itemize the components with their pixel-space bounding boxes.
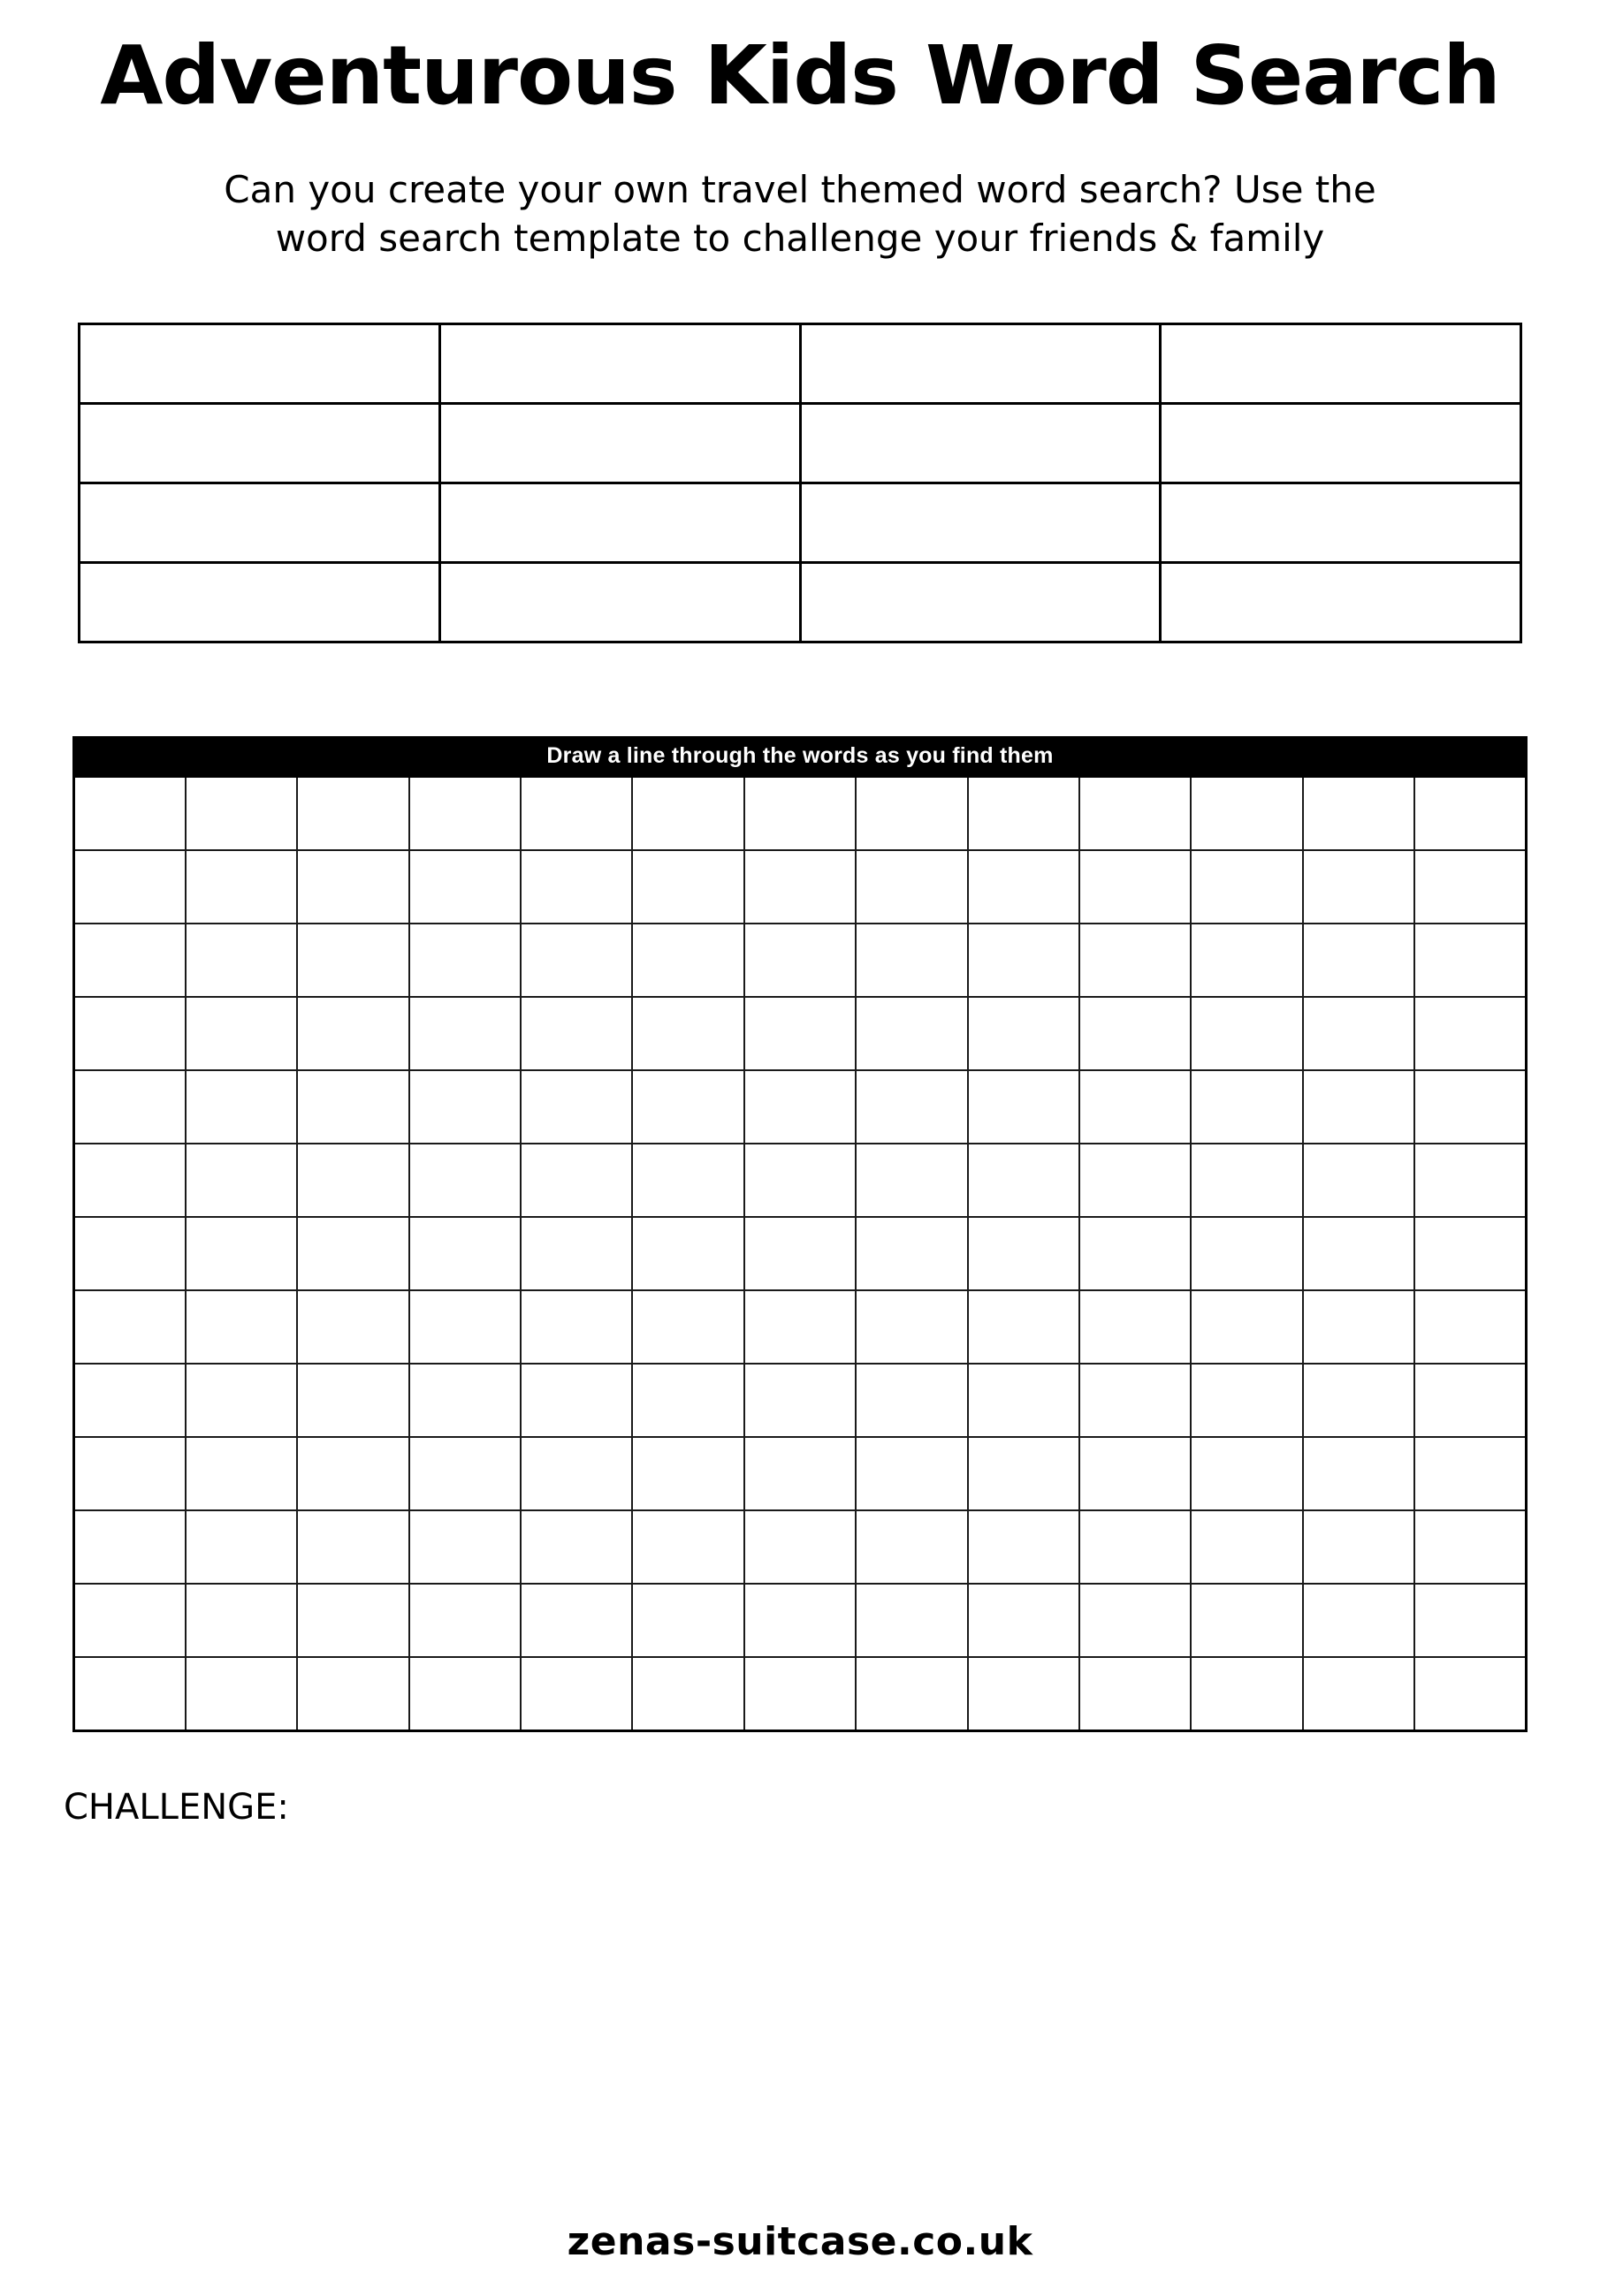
grid-cell[interactable] xyxy=(632,1584,743,1657)
word-list-cell[interactable] xyxy=(80,563,440,642)
grid-cell[interactable] xyxy=(297,1364,408,1437)
grid-cell[interactable] xyxy=(186,1657,297,1731)
grid-cell[interactable] xyxy=(1414,1584,1527,1657)
grid-cell[interactable] xyxy=(1191,1217,1302,1290)
grid-cell[interactable] xyxy=(74,1070,186,1144)
grid-cell[interactable] xyxy=(1414,997,1527,1070)
grid-cell[interactable] xyxy=(1191,1364,1302,1437)
grid-cell[interactable] xyxy=(856,924,967,997)
grid-cell[interactable] xyxy=(74,1364,186,1437)
grid-cell[interactable] xyxy=(74,850,186,924)
grid-cell[interactable] xyxy=(968,1290,1079,1364)
word-list-row xyxy=(80,483,1521,563)
grid-cell[interactable] xyxy=(744,1217,856,1290)
grid-cell[interactable] xyxy=(297,924,408,997)
grid-cell[interactable] xyxy=(297,850,408,924)
word-list-cell[interactable] xyxy=(800,404,1161,483)
grid-cell[interactable] xyxy=(856,1217,967,1290)
grid-cell[interactable] xyxy=(186,997,297,1070)
grid-row xyxy=(74,1290,1527,1364)
grid-cell[interactable] xyxy=(74,1584,186,1657)
grid-cell[interactable] xyxy=(521,1657,632,1731)
grid-cell[interactable] xyxy=(1191,850,1302,924)
grid-cell[interactable] xyxy=(968,1657,1079,1731)
word-list-cell[interactable] xyxy=(439,483,800,563)
grid-cell[interactable] xyxy=(1079,1290,1191,1364)
grid-cell[interactable] xyxy=(744,1144,856,1217)
grid-cell[interactable] xyxy=(632,1437,743,1510)
grid-cell[interactable] xyxy=(856,1584,967,1657)
grid-cell[interactable] xyxy=(521,1510,632,1584)
grid-cell[interactable] xyxy=(1079,1364,1191,1437)
grid-cell[interactable] xyxy=(856,997,967,1070)
grid-cell[interactable] xyxy=(1303,1510,1414,1584)
grid-cell[interactable] xyxy=(409,777,521,851)
grid-row xyxy=(74,1364,1527,1437)
grid-cell[interactable] xyxy=(186,1290,297,1364)
word-search-section xyxy=(72,736,1528,1732)
grid-cell[interactable] xyxy=(409,1144,521,1217)
subtitle-line-2: word search template to challenge your friends & family xyxy=(275,217,1325,261)
grid-cell[interactable] xyxy=(521,777,632,851)
grid-row xyxy=(74,924,1527,997)
grid-cell[interactable] xyxy=(297,1510,408,1584)
grid-cell[interactable] xyxy=(1414,1070,1527,1144)
grid-cell[interactable] xyxy=(968,924,1079,997)
grid-cell[interactable] xyxy=(1191,1070,1302,1144)
grid-cell[interactable] xyxy=(297,997,408,1070)
grid-cell[interactable] xyxy=(1191,1437,1302,1510)
grid-cell[interactable] xyxy=(968,1584,1079,1657)
grid-row xyxy=(74,1144,1527,1217)
word-list-cell[interactable] xyxy=(80,483,440,563)
grid-cell[interactable] xyxy=(521,1144,632,1217)
grid-cell[interactable] xyxy=(186,1364,297,1437)
grid-cell[interactable] xyxy=(1191,1657,1302,1731)
grid-cell[interactable] xyxy=(186,1070,297,1144)
grid-cell[interactable] xyxy=(744,777,856,851)
grid-cell[interactable] xyxy=(632,1217,743,1290)
grid-row xyxy=(74,777,1527,851)
grid-cell[interactable] xyxy=(856,777,967,851)
grid-cell[interactable] xyxy=(521,1070,632,1144)
word-list-row xyxy=(80,563,1521,642)
grid-cell[interactable] xyxy=(856,1437,967,1510)
word-list-cell[interactable] xyxy=(80,324,440,404)
grid-cell[interactable] xyxy=(297,1437,408,1510)
grid-cell[interactable] xyxy=(632,1144,743,1217)
grid-cell[interactable] xyxy=(409,1217,521,1290)
grid-cell[interactable] xyxy=(744,1437,856,1510)
grid-cell[interactable] xyxy=(409,850,521,924)
word-search-grid xyxy=(72,775,1528,1732)
grid-cell[interactable] xyxy=(74,777,186,851)
grid-cell[interactable] xyxy=(1079,850,1191,924)
grid-cell[interactable] xyxy=(186,850,297,924)
grid-cell[interactable] xyxy=(297,1217,408,1290)
word-list-cell[interactable] xyxy=(1161,404,1521,483)
worksheet-page xyxy=(0,28,1600,2296)
grid-cell[interactable] xyxy=(1191,924,1302,997)
grid-cell[interactable] xyxy=(1191,1584,1302,1657)
grid-cell[interactable] xyxy=(632,1364,743,1437)
grid-cell[interactable] xyxy=(744,850,856,924)
word-list-row xyxy=(80,404,1521,483)
grid-cell[interactable] xyxy=(1303,1364,1414,1437)
grid-cell[interactable] xyxy=(968,1217,1079,1290)
grid-cell[interactable] xyxy=(632,997,743,1070)
grid-cell[interactable] xyxy=(297,1144,408,1217)
grid-cell[interactable] xyxy=(968,1510,1079,1584)
grid-row xyxy=(74,1217,1527,1290)
word-list-cell[interactable] xyxy=(439,563,800,642)
page-subtitle xyxy=(110,165,1490,263)
grid-cell[interactable] xyxy=(1191,997,1302,1070)
subtitle-line-1: Can you create your own travel themed word search? Use the xyxy=(224,167,1376,211)
grid-cell[interactable] xyxy=(856,1364,967,1437)
word-list-cell[interactable] xyxy=(800,563,1161,642)
grid-cell[interactable] xyxy=(1414,1510,1527,1584)
grid-cell[interactable] xyxy=(74,1437,186,1510)
grid-cell[interactable] xyxy=(74,1217,186,1290)
grid-cell[interactable] xyxy=(1191,777,1302,851)
grid-cell[interactable] xyxy=(1414,850,1527,924)
grid-cell[interactable] xyxy=(186,1510,297,1584)
grid-cell[interactable] xyxy=(297,1584,408,1657)
grid-cell[interactable] xyxy=(186,924,297,997)
grid-cell[interactable] xyxy=(1414,1144,1527,1217)
grid-cell[interactable] xyxy=(1303,997,1414,1070)
grid-cell[interactable] xyxy=(744,997,856,1070)
grid-cell[interactable] xyxy=(1079,997,1191,1070)
grid-row xyxy=(74,1510,1527,1584)
grid-cell[interactable] xyxy=(521,1290,632,1364)
grid-row xyxy=(74,1437,1527,1510)
grid-cell[interactable] xyxy=(968,1364,1079,1437)
grid-cell[interactable] xyxy=(297,777,408,851)
grid-cell[interactable] xyxy=(1079,1217,1191,1290)
site-credit: zenas-suitcase.co.uk xyxy=(567,2219,1033,2264)
grid-cell[interactable] xyxy=(1079,1070,1191,1144)
grid-cell[interactable] xyxy=(74,1290,186,1364)
grid-cell[interactable] xyxy=(74,1510,186,1584)
grid-cell[interactable] xyxy=(409,1657,521,1731)
grid-cell[interactable] xyxy=(521,1364,632,1437)
grid-cell[interactable] xyxy=(1414,1217,1527,1290)
grid-cell[interactable] xyxy=(968,997,1079,1070)
grid-cell[interactable] xyxy=(744,1657,856,1731)
grid-cell[interactable] xyxy=(1303,777,1414,851)
grid-cell[interactable] xyxy=(1191,1510,1302,1584)
grid-cell[interactable] xyxy=(521,924,632,997)
grid-cell[interactable] xyxy=(1191,1290,1302,1364)
grid-cell[interactable] xyxy=(186,1437,297,1510)
grid-cell[interactable] xyxy=(856,1070,967,1144)
grid-cell[interactable] xyxy=(968,1144,1079,1217)
grid-row xyxy=(74,850,1527,924)
grid-cell[interactable] xyxy=(297,1290,408,1364)
word-list-cell[interactable] xyxy=(1161,483,1521,563)
grid-cell[interactable] xyxy=(74,1144,186,1217)
grid-cell[interactable] xyxy=(74,1657,186,1731)
grid-cell[interactable] xyxy=(968,777,1079,851)
grid-cell[interactable] xyxy=(1079,1584,1191,1657)
grid-cell[interactable] xyxy=(521,1584,632,1657)
grid-cell[interactable] xyxy=(1414,1657,1527,1731)
page-title: Adventurous Kids Word Search xyxy=(100,28,1500,123)
grid-cell[interactable] xyxy=(856,1290,967,1364)
word-list-cell[interactable] xyxy=(439,324,800,404)
grid-cell[interactable] xyxy=(186,1217,297,1290)
grid-cell[interactable] xyxy=(521,997,632,1070)
grid-cell[interactable] xyxy=(409,1364,521,1437)
grid-cell[interactable] xyxy=(744,1290,856,1364)
grid-cell[interactable] xyxy=(297,1070,408,1144)
grid-cell[interactable] xyxy=(744,1070,856,1144)
word-list-cell[interactable] xyxy=(800,483,1161,563)
grid-row xyxy=(74,1070,1527,1144)
word-list-cell[interactable] xyxy=(1161,563,1521,642)
grid-cell[interactable] xyxy=(632,1657,743,1731)
grid-cell[interactable] xyxy=(1303,1437,1414,1510)
grid-cell[interactable] xyxy=(632,777,743,851)
grid-cell[interactable] xyxy=(409,1510,521,1584)
grid-cell[interactable] xyxy=(74,924,186,997)
grid-instruction-banner: Draw a line through the words as you find them xyxy=(72,736,1528,775)
grid-cell[interactable] xyxy=(1079,1144,1191,1217)
grid-cell[interactable] xyxy=(856,1510,967,1584)
grid-cell[interactable] xyxy=(1414,777,1527,851)
grid-cell[interactable] xyxy=(968,1437,1079,1510)
grid-cell[interactable] xyxy=(1303,1290,1414,1364)
grid-cell[interactable] xyxy=(409,1437,521,1510)
grid-cell[interactable] xyxy=(856,1657,967,1731)
grid-cell[interactable] xyxy=(1303,1070,1414,1144)
grid-cell[interactable] xyxy=(856,850,967,924)
grid-cell[interactable] xyxy=(521,1437,632,1510)
word-list-row xyxy=(80,324,1521,404)
challenge-label: CHALLENGE: xyxy=(64,1787,289,1828)
grid-cell[interactable] xyxy=(186,1144,297,1217)
grid-cell[interactable] xyxy=(968,1070,1079,1144)
grid-cell[interactable] xyxy=(1303,1217,1414,1290)
grid-cell[interactable] xyxy=(1414,924,1527,997)
word-list-table xyxy=(78,323,1522,643)
grid-cell[interactable] xyxy=(632,1290,743,1364)
word-search-grid-body xyxy=(74,777,1527,1731)
grid-cell[interactable] xyxy=(744,1584,856,1657)
word-list-body xyxy=(80,324,1521,642)
grid-cell[interactable] xyxy=(1303,924,1414,997)
grid-cell[interactable] xyxy=(1303,1657,1414,1731)
grid-cell[interactable] xyxy=(1079,1657,1191,1731)
grid-cell[interactable] xyxy=(409,1290,521,1364)
grid-cell[interactable] xyxy=(409,1070,521,1144)
grid-cell[interactable] xyxy=(74,997,186,1070)
word-list-cell[interactable] xyxy=(1161,324,1521,404)
grid-cell[interactable] xyxy=(1079,1437,1191,1510)
word-list-cell[interactable] xyxy=(439,404,800,483)
grid-cell[interactable] xyxy=(1303,850,1414,924)
grid-cell[interactable] xyxy=(186,777,297,851)
grid-cell[interactable] xyxy=(632,924,743,997)
grid-cell[interactable] xyxy=(1079,777,1191,851)
grid-row xyxy=(74,1657,1527,1731)
grid-cell[interactable] xyxy=(409,1584,521,1657)
grid-cell[interactable] xyxy=(968,850,1079,924)
grid-cell[interactable] xyxy=(409,997,521,1070)
grid-cell[interactable] xyxy=(632,850,743,924)
grid-cell[interactable] xyxy=(1079,924,1191,997)
grid-cell[interactable] xyxy=(632,1510,743,1584)
grid-cell[interactable] xyxy=(521,850,632,924)
grid-cell[interactable] xyxy=(1414,1364,1527,1437)
grid-cell[interactable] xyxy=(856,1144,967,1217)
grid-cell[interactable] xyxy=(521,1217,632,1290)
grid-cell[interactable] xyxy=(1079,1510,1191,1584)
grid-cell[interactable] xyxy=(1303,1584,1414,1657)
grid-cell[interactable] xyxy=(1414,1437,1527,1510)
grid-cell[interactable] xyxy=(744,1510,856,1584)
grid-cell[interactable] xyxy=(744,924,856,997)
grid-cell[interactable] xyxy=(632,1070,743,1144)
word-list-section xyxy=(78,323,1522,643)
grid-row xyxy=(74,997,1527,1070)
grid-cell[interactable] xyxy=(297,1657,408,1731)
grid-cell[interactable] xyxy=(1191,1144,1302,1217)
grid-cell[interactable] xyxy=(1303,1144,1414,1217)
grid-cell[interactable] xyxy=(744,1364,856,1437)
word-list-cell[interactable] xyxy=(80,404,440,483)
grid-row xyxy=(74,1584,1527,1657)
word-list-cell[interactable] xyxy=(800,324,1161,404)
grid-cell[interactable] xyxy=(1414,1290,1527,1364)
grid-cell[interactable] xyxy=(186,1584,297,1657)
grid-cell[interactable] xyxy=(409,924,521,997)
